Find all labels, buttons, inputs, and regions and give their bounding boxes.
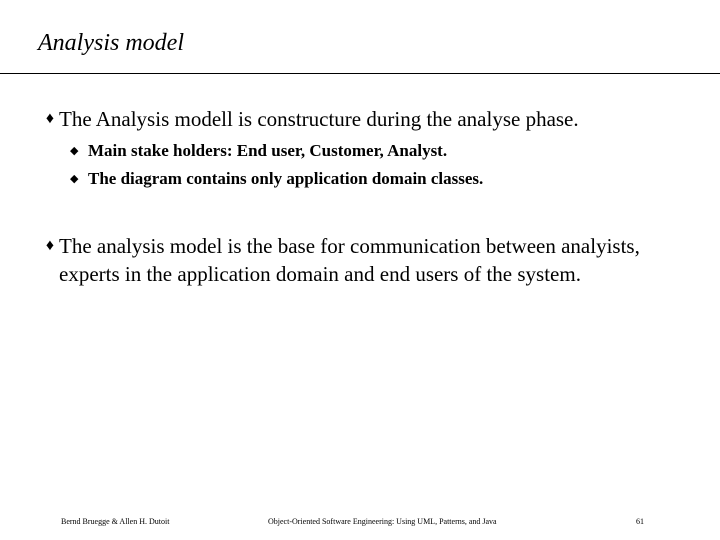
bullet-item <box>42 232 692 288</box>
diamond-subbullet-icon: ◆ <box>70 145 79 157</box>
bullet-text: The analysis model is the base for communication between analyists, experts in the application domain and end users of the system. <box>59 234 640 286</box>
footer-authors: Bernd Bruegge & Allen H. Dutoit <box>61 517 170 526</box>
diamond-subbullet-icon: ◆ <box>70 173 79 185</box>
subbullet-text: The diagram contains only application domain classes. <box>88 169 484 188</box>
bullet-text: The Analysis modell is constructure during the analyse phase. <box>59 107 579 131</box>
slide-title: Analysis model <box>38 30 184 56</box>
footer-page-number: 61 <box>636 517 644 526</box>
subbullet-text: Main stake holders: End user, Customer, Analyst. <box>88 141 448 160</box>
subbullet-item <box>70 168 483 190</box>
subbullet-item <box>70 140 447 162</box>
diamond-bullet-icon: ♦ <box>45 110 55 127</box>
footer-book-title: Object-Oriented Software Engineering: Using UML, Patterns, and Java <box>268 517 497 526</box>
diamond-bullet-icon: ♦ <box>45 237 55 254</box>
bullet-item <box>42 105 692 133</box>
title-divider <box>0 73 720 74</box>
